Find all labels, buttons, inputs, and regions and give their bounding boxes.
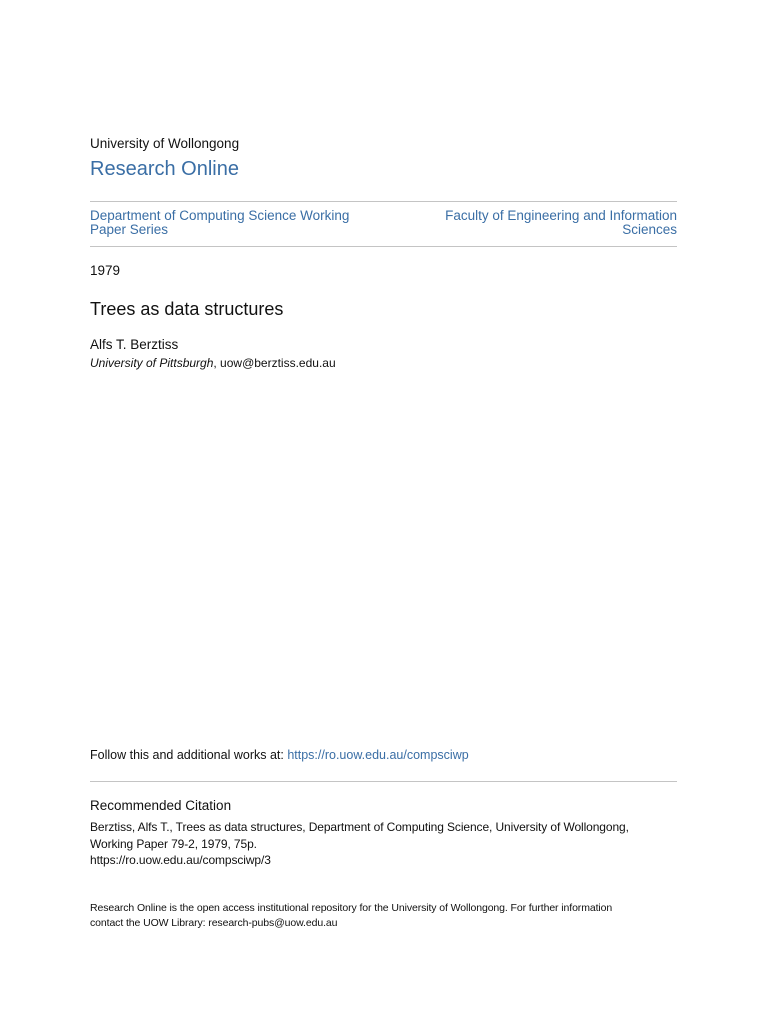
follow-line [90,748,469,762]
series-line-1: Department of Computing Science Working [90,208,350,223]
publication-year: 1979 [90,263,121,278]
divider [90,781,677,782]
faculty-line-2: Sciences [622,222,677,237]
citation-line-2: Working Paper 79-2, 1979, 75p. [90,836,257,851]
faculty-link[interactable] [445,209,677,237]
follow-link[interactable]: https://ro.uow.edu.au/compsciwp [287,748,469,762]
footer-line-2: contact the UOW Library: research-pubs@uow.edu.au [90,917,338,929]
citation-text [90,819,629,869]
faculty-line-1: Faculty of Engineering and Information [445,208,677,223]
divider [90,201,677,202]
divider [90,246,677,247]
footer-line-1: Research Online is the open access institutional repository for the University of Wollongong. For further information [90,902,613,914]
affiliation-name: University of Pittsburgh [90,356,214,370]
citation-line-1: Berztiss, Alfs T., Trees as data structures, Department of Computing Science, University of Wollongong, [90,820,629,834]
footer-note [90,901,612,931]
repository-link[interactable]: Research Online [90,158,239,180]
follow-label: Follow this and additional works at: [90,748,288,762]
institution-name: University of Wollongong [90,136,240,151]
series-line-2: Paper Series [90,222,169,237]
series-link[interactable] [90,209,349,237]
citation-url[interactable]: https://ro.uow.edu.au/compsciwp/3 [90,853,271,867]
paper-title: Trees as data structures [90,299,284,319]
author-affiliation [90,356,336,370]
citation-heading: Recommended Citation [90,798,232,813]
author-name: Alfs T. Berztiss [90,337,179,352]
author-email: , uow@berztiss.edu.au [213,356,336,370]
